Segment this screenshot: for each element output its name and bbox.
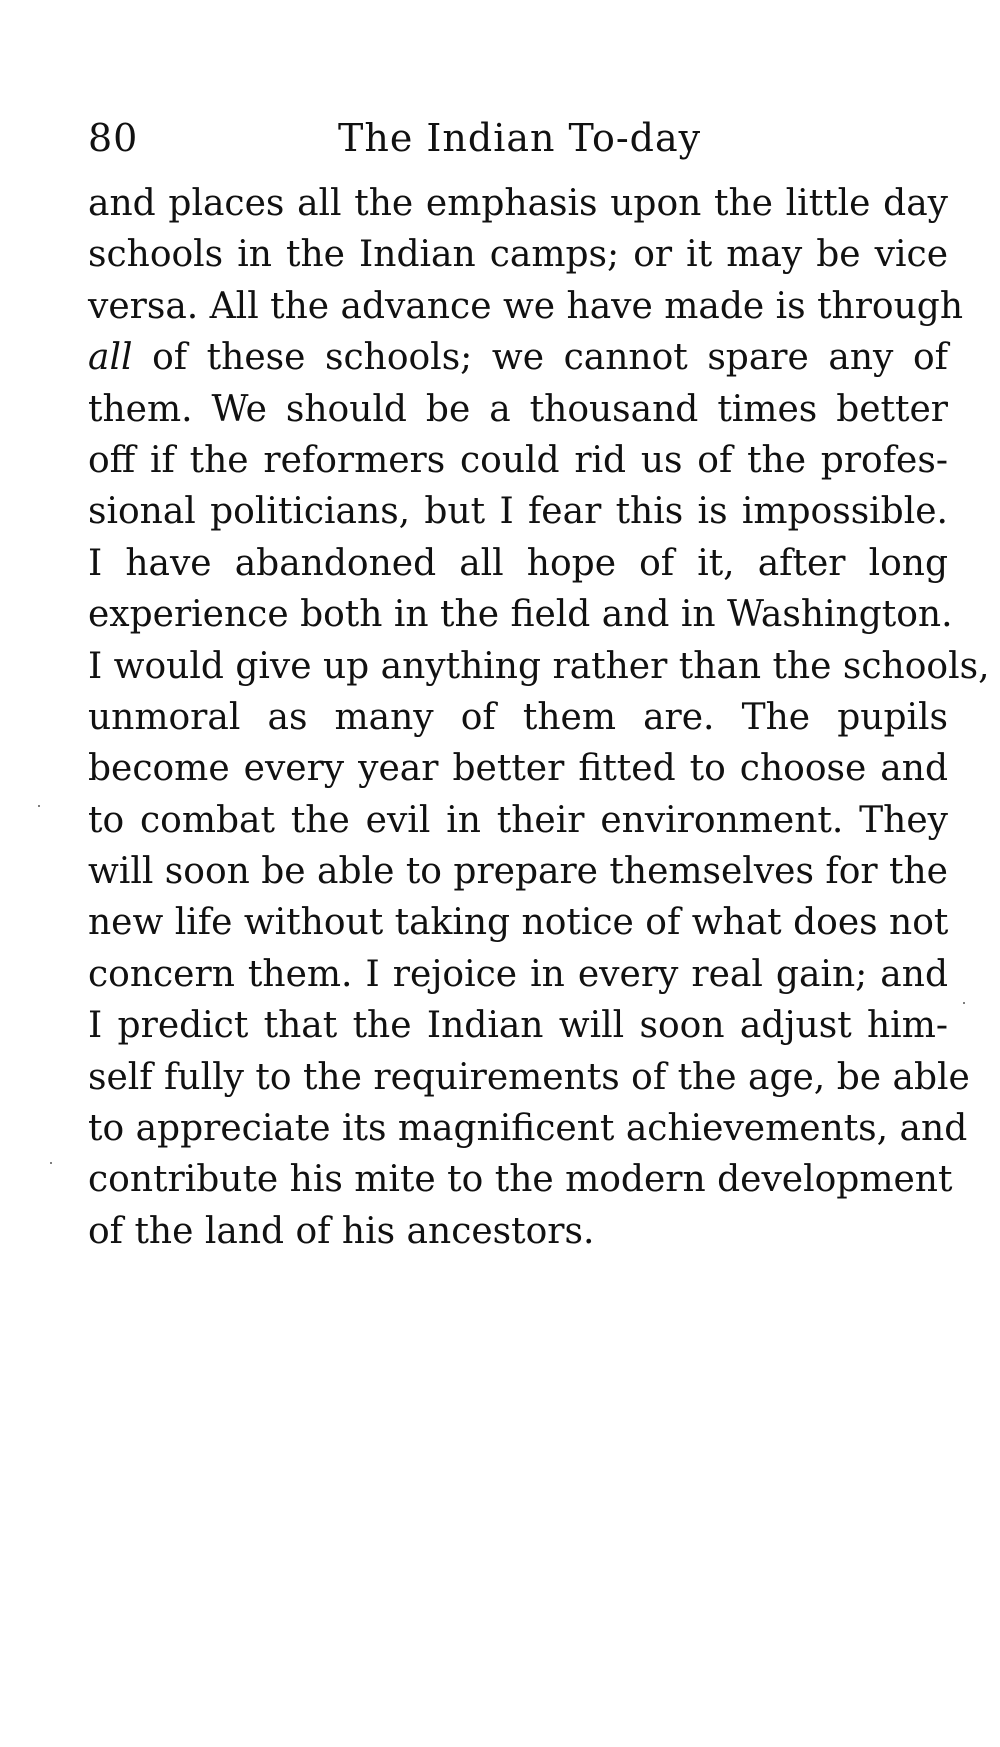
text-line: schools in the Indian camps; or it may be vice [88,234,948,276]
text-line: them. We should be a thousand times better [88,388,948,430]
text-line: experience both in the field and in Washington. [88,594,953,636]
text-line: contribute his mite to the modern development [88,1159,953,1201]
text-line: new life without taking notice of what does not [88,902,949,944]
text-line: will soon be able to prepare themselves for the [88,851,948,893]
italic-word: all [88,337,133,379]
body-text [88,178,990,1257]
text-line: I predict that the Indian will soon adjust him- [88,1005,948,1047]
text-line: to appreciate its magnificent achievements, and [88,1108,968,1150]
text-line: concern them. I rejoice in every real gain; and [88,953,948,995]
scan-speck [963,1002,965,1004]
text-line: to combat the evil in their environment. They [88,799,948,841]
text-line: off if the reformers could rid us of the profes- [88,439,948,481]
text-line: I have abandoned all hope of it, after long [88,542,948,584]
running-head [88,110,948,166]
text-line-with-italic [88,332,948,383]
page-number: 80 [88,116,139,160]
running-title: The Indian To-day [338,116,702,160]
text-line: self fully to the requirements of the age, be able [88,1056,970,1098]
text-line: sional politicians, but I fear this is impossible. [88,491,948,533]
text-line: and places all the emphasis upon the little day [88,183,948,224]
text-line-last: of the land of his ancestors. [88,1210,595,1252]
text-line-rest: of these schools; we cannot spare any of [152,337,948,379]
scan-speck [50,1162,52,1164]
scan-speck [38,805,40,807]
text-line: I would give up anything rather than the schools, [88,645,990,687]
text-line: unmoral as many of them are. The pupils [88,696,948,738]
text-line: become every year better fitted to choose and [88,748,948,790]
text-line: versa. All the advance we have made is through [88,285,964,327]
